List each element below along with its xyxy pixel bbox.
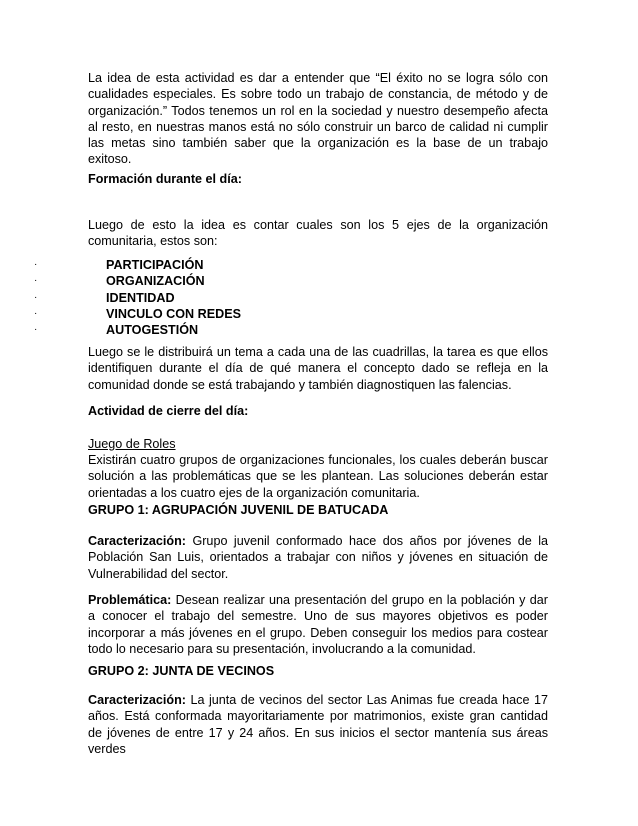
- eje-label: AUTOGESTIÓN: [106, 323, 199, 338]
- eje-label: PARTICIPACIÓN: [106, 258, 204, 272]
- list-item: [0, 290, 400, 306]
- caracterizacion-text: La junta de vecinos del sector Las Animas fue creada hace 17 años. Está conformada mayoritariamente por matrimonios, existe gran cantidad de jóvenes de entre 17 y 24 años. En sus inicios el sector mantenía sus áreas verdes: [88, 693, 548, 756]
- grupo1-problematica: [88, 592, 548, 657]
- bullet-icon: ·: [34, 307, 38, 319]
- caracterizacion-text: Grupo juvenil conformado hace dos años por jóvenes de la Población San Luis, orientados a trabajar con niños y jóvenes en situación de Vulnerabilidad del sector.: [88, 534, 548, 581]
- eje-label: VINCULO CON REDES: [106, 306, 242, 321]
- formacion-heading: Formación durante el día:: [88, 172, 242, 186]
- problematica-text: Desean realizar una presentación del grupo en la población y dar a conocer el trabajo del semestre. Uno de sus mayores objetivos es poder incorporar a más jóvenes en el grupo. Deben conseguir los medios para costear todo lo necesario para su presentación, involucrando a la comunidad.: [88, 593, 548, 656]
- bullet-icon: ·: [34, 291, 38, 303]
- problematica-label: Problemática:: [88, 593, 172, 607]
- juego-title: Juego de Roles: [88, 437, 176, 451]
- caracterizacion-label: Caracterización:: [88, 534, 186, 548]
- list-item: [0, 306, 400, 322]
- grupo1-title: GRUPO 1: AGRUPACIÓN JUVENIL DE BATUCADA: [88, 503, 389, 517]
- juego-paragraph: Existirán cuatro grupos de organizaciones funcionales, los cuales deberán buscar solución a las problemáticas que se les plantean. Las soluciones deberán estar orientadas a los cuatro ejes de la organización comunitaria.: [88, 453, 548, 500]
- tema-paragraph: Luego se le distribuirá un tema a cada una de las cuadrillas, la tarea es que ellos identifiquen durante el día de qué manera el concepto dado se refleja en la comunidad donde se está trabajando y también diagnostiquen las falencias.: [88, 345, 548, 392]
- list-item: [0, 273, 400, 289]
- grupo1-caracterizacion: [88, 533, 548, 582]
- bullet-icon: ·: [34, 259, 38, 270]
- bullet-icon: ·: [34, 275, 38, 287]
- ejes-paragraph: Luego de esto la idea es contar cuales son los 5 ejes de la organización comunitaria, estos son:: [88, 218, 548, 249]
- ejes-list: [0, 257, 400, 338]
- grupo2-title: GRUPO 2: JUNTA DE VECINOS: [88, 664, 275, 678]
- list-item: [0, 257, 400, 273]
- list-item: [0, 322, 400, 338]
- bullet-icon: ·: [34, 324, 38, 336]
- caracterizacion-label: Caracterización:: [88, 693, 186, 707]
- grupo2-caracterizacion: [88, 692, 548, 757]
- intro-paragraph: La idea de esta actividad es dar a entender que “El éxito no se logra sólo con cualidades especiales. Es sobre todo un trabajo de constancia, de método y de organización.” Todos tenemos un rol en la sociedad y nuestro desempeño afecta al resto, en nuestras manos está no sólo construir un barco de calidad ni cumplir las metas sino también saber que la organización es la base de un trabajo exitoso.: [88, 71, 548, 167]
- eje-label: ORGANIZACIÓN: [106, 274, 205, 289]
- eje-label: IDENTIDAD: [106, 290, 175, 305]
- juego-block: [88, 436, 548, 452]
- cierre-heading: Actividad de cierre del día:: [88, 404, 249, 418]
